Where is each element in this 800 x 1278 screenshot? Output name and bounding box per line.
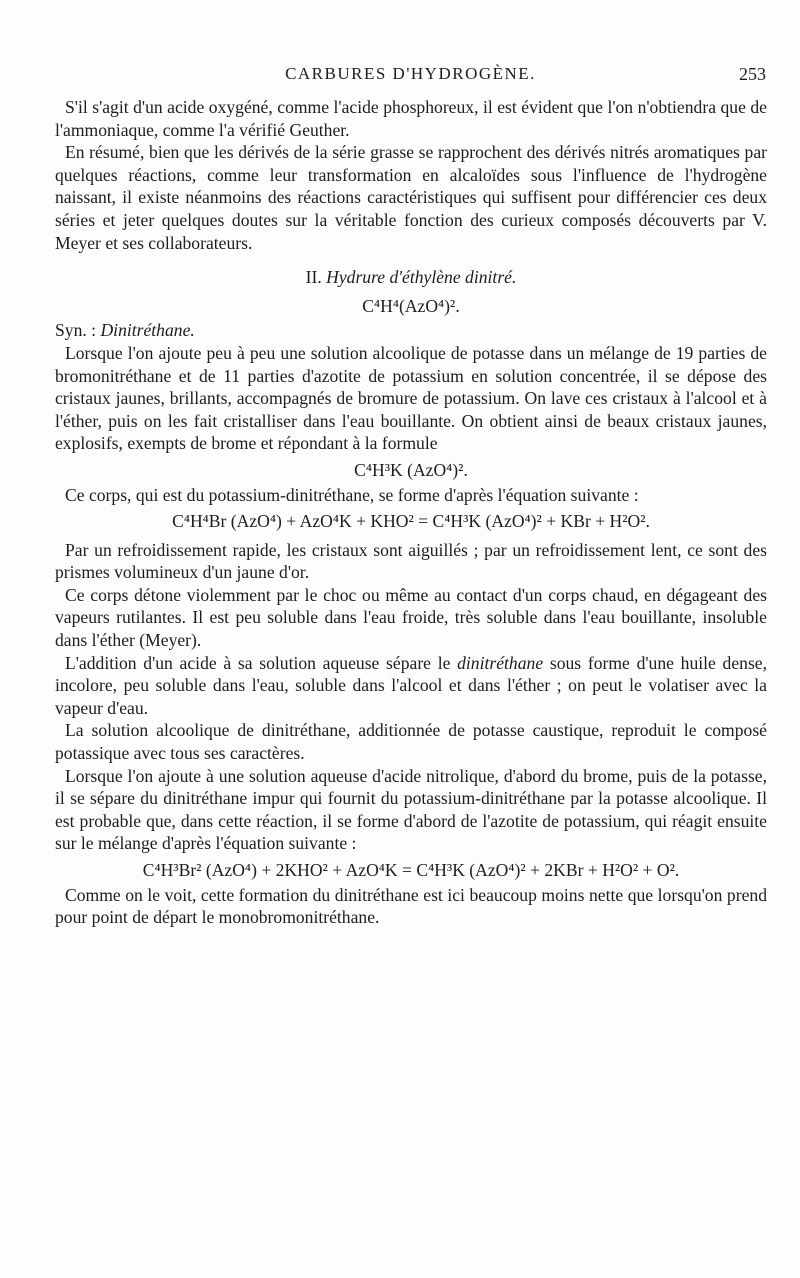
formula: C⁴H³K (AzO⁴)². xyxy=(354,459,468,480)
emphasis-term: dinitréthane xyxy=(457,652,544,673)
section-title: Hydrure d'éthylène dinitré. xyxy=(326,267,517,288)
paragraph: Lorsque l'on ajoute peu à peu une solution alcoolique de potasse dans un mélange de 19 parties de bromonitréthane et de 11 parties d'azotite de potassium en solution concentrée, il se dépose des cristaux jaunes, brillants, accompagnés de bromure de potassium. On lave ces cristaux à l'alcool et à l'éther, puis on les fait cristalliser dans l'eau bouillante. On obtient ainsi de beaux cristaux jaunes, explosifs, exempts de brome et répondant à la formule xyxy=(55,342,767,454)
section-number: II. xyxy=(305,267,322,288)
text-run: L'addition d'un acide à sa solution aqueuse sépare le xyxy=(65,652,458,673)
paragraph: Par un refroidissement rapide, les cristaux sont aiguillés ; par un refroidissement lent, ce sont des prismes volumineux d'un jaune d'or. xyxy=(55,539,767,583)
page-body xyxy=(55,96,767,929)
synonym-name: Dinitréthane. xyxy=(100,320,195,341)
page-number: 253 xyxy=(739,64,766,84)
paragraph: La solution alcoolique de dinitréthane, additionnée de potasse caustique, reproduit le composé potassique avec tous ses caractères. xyxy=(55,720,767,764)
paragraph: S'il s'agit d'un acide oxygéné, comme l'acide phosphoreux, il est évident que l'on n'obtiendra que de l'ammoniaque, comme l'a vérifié Geuther. xyxy=(55,97,767,140)
paragraph: Lorsque l'on ajoute à une solution aqueuse d'acide nitrolique, d'abord du brome, puis de la potasse, il se sépare du dinitréthane impur qui fournit du potassium-dinitréthane par la potasse alcoolique. Il est probable que, dans cette réaction, il se forme d'abord de l'azotite de potassium, qui réagit ensuite sur le mélange d'après l'équation suivante : xyxy=(55,765,767,854)
paragraph: Comme on le voit, cette formation du dinitréthane est ici beaucoup moins nette que lorsqu'on prend pour point de départ le monobromonitréthane. xyxy=(55,884,767,928)
paragraph: Ce corps détone violemment par le choc ou même au contact d'un corps chaud, en dégageant des vapeurs rutilantes. Il est peu soluble dans l'eau froide, très soluble dans l'eau bouillante, insoluble dans l'éther (Meyer). xyxy=(55,584,767,651)
equation: C⁴H³Br² (AzO⁴) + 2KHO² + AzO⁴K = C⁴H³K (AzO⁴)² + 2KBr + H²O² + O². xyxy=(142,860,680,880)
paragraph: En résumé, bien que les dérivés de la série grasse se rapprochent des dérivés nitrés aromatiques par quelques réactions, comme leur transformation en alcaloïdes sous l'influence de l'hydrogène naissant, il existe néanmoins des réactions caractéristiques qui suffisent pour différencier ces deux séries et jeter quelques doutes sur la véritable fonction des curieux composés découverts par V. Meyer et ses collaborateurs. xyxy=(55,142,767,253)
paragraph xyxy=(55,652,767,720)
synonym-line xyxy=(55,319,767,342)
text-run: sous forme d'une huile dense, incolore, peu soluble dans l'eau, soluble dans l'alcool et dans l'éther ; on peut le volatiser avec la vapeur d'eau. xyxy=(55,652,768,718)
paragraph: Ce corps, qui est du potassium-dinitréthane, se forme d'après l'équation suivante : xyxy=(65,484,639,505)
synonym-label: Syn. : xyxy=(55,320,101,341)
equation: C⁴H⁴Br (AzO⁴) + AzO⁴K + KHO² = C⁴H³K (AzO⁴)² + KBr + H²O². xyxy=(172,511,650,532)
formula: C⁴H⁴(AzO⁴)². xyxy=(362,295,460,316)
running-title: CARBURES D'HYDROGÈNE. xyxy=(285,64,536,83)
section-heading xyxy=(55,266,767,289)
running-header xyxy=(55,60,766,90)
